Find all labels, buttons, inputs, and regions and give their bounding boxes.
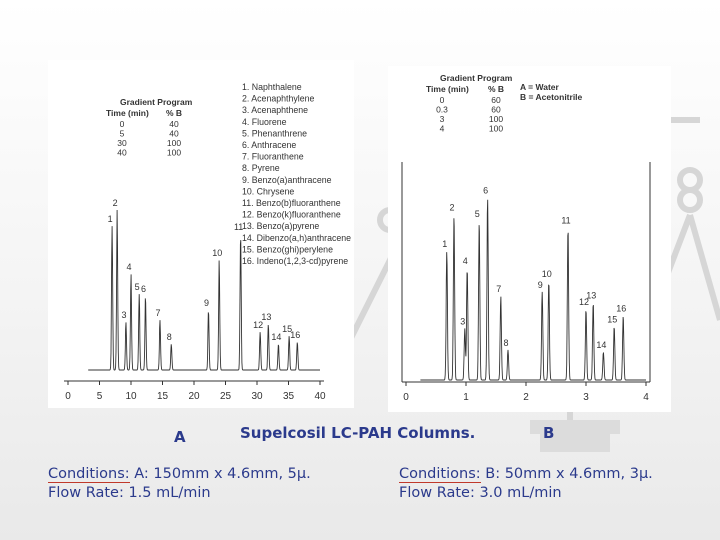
compound-item: 2. Acenaphthylene <box>242 93 315 104</box>
peak-label: 13 <box>261 312 272 322</box>
label-a: A <box>174 428 186 446</box>
compound-item: 1. Naphthalene <box>242 82 302 92</box>
peak-label: 15 <box>282 324 293 334</box>
compound-item: 13. Benzo(a)pyrene <box>242 221 320 232</box>
gradient-pct: 100 <box>166 147 182 158</box>
x-tick-label: 15 <box>156 391 169 402</box>
chromatogram-panel-a <box>48 60 354 408</box>
gradient-title: Gradient Program <box>120 97 193 107</box>
peak-label: 11 <box>233 222 244 232</box>
gradient-header-time: Time (min) <box>106 108 149 118</box>
gradient-time: 30 <box>117 138 127 148</box>
peak-label: 3 <box>460 316 466 327</box>
compound-item: 3. Acenaphthene <box>242 105 309 116</box>
gradient-time: 0 <box>439 95 445 105</box>
x-tick-label: 2 <box>523 392 529 403</box>
compound-item: 9. Benzo(a)anthracene <box>242 174 332 185</box>
peak-label: 16 <box>290 330 301 340</box>
conditions-b <box>399 465 653 503</box>
x-tick-label: 35 <box>282 391 295 402</box>
gradient-time: 5 <box>119 128 125 139</box>
gradient-pct: 60 <box>491 95 501 105</box>
peak-label: 6 <box>140 284 146 294</box>
x-tick-label: 4 <box>643 392 649 403</box>
x-tick-label: 25 <box>219 391 232 402</box>
gradient-pct: 40 <box>169 119 179 129</box>
conditions-a-text: A: 150mm x 4.6mm, 5μ. <box>129 466 311 482</box>
peak-label: 10 <box>541 269 552 280</box>
peak-label: 7 <box>155 308 161 318</box>
compound-item: 5. Phenanthrene <box>242 128 308 139</box>
chromatogram-trace <box>420 200 646 380</box>
gradient-time: 0.3 <box>436 104 448 115</box>
gradient-time: 3 <box>439 114 445 124</box>
x-tick-label: 0 <box>403 392 409 403</box>
peak-label: 4 <box>126 262 132 272</box>
compound-item: 16. Indeno(1,2,3-cd)pyrene <box>242 256 349 266</box>
conditions-a-flow: Flow Rate: 1.5 mL/min <box>48 485 211 501</box>
peak-label: 5 <box>474 208 480 219</box>
compound-item: 8. Pyrene <box>242 163 280 174</box>
gradient-header-time: Time (min) <box>426 84 469 94</box>
x-tick-label: 3 <box>583 392 589 403</box>
conditions-b-text: B: 50mm x 4.6mm, 3μ. <box>480 466 653 482</box>
solvent-label: B = Acetonitrile <box>520 92 583 102</box>
gradient-time: 0 <box>119 119 125 129</box>
compound-item: 14. Dibenzo(a,h)anthracene <box>242 232 352 243</box>
peak-label: 6 <box>483 185 489 196</box>
gradient-title: Gradient Program <box>440 73 513 83</box>
peak-label: 12 <box>253 320 264 330</box>
x-tick-label: 1 <box>463 392 469 403</box>
gradient-header-b: % B <box>488 84 505 94</box>
peak-label: 16 <box>616 303 627 314</box>
peak-label: 14 <box>596 340 607 351</box>
conditions-b-flow: Flow Rate: 3.0 mL/min <box>399 485 562 501</box>
gradient-pct: 100 <box>166 138 182 148</box>
peak-label: 4 <box>462 256 468 267</box>
peak-label: 13 <box>586 290 597 301</box>
gradient-pct: 100 <box>488 114 504 124</box>
gradient-pct: 100 <box>488 123 504 134</box>
x-tick-label: 5 <box>96 391 103 402</box>
chromatogram-b-svg <box>388 66 671 412</box>
peak-label: 7 <box>496 284 502 295</box>
chromatogram-a-svg <box>48 60 354 408</box>
peak-label: 9 <box>537 279 543 290</box>
slide-title: Supelcosil LC-PAH Columns. <box>240 424 476 442</box>
peak-label: 1 <box>442 239 448 249</box>
x-tick-label: 10 <box>125 391 137 402</box>
peak-label: 12 <box>578 297 590 308</box>
compound-item: 6. Anthracene <box>242 140 297 150</box>
peak-label: 2 <box>112 198 118 208</box>
peak-label: 8 <box>166 332 172 342</box>
peak-label: 10 <box>212 248 223 258</box>
x-tick-label: 30 <box>251 391 263 402</box>
peak-label: 5 <box>134 282 140 292</box>
conditions-b-prefix: Conditions: <box>399 466 481 482</box>
compound-item: 15. Benzo(ghi)perylene <box>242 244 333 255</box>
compound-item: 10. Chrysene <box>242 186 295 197</box>
peak-label: 14 <box>271 332 282 342</box>
peak-label: 3 <box>121 310 127 320</box>
chromatogram-panel-b <box>388 66 671 412</box>
x-tick-label: 40 <box>314 391 326 402</box>
solvent-label: A = Water <box>520 82 559 92</box>
peak-label: 11 <box>561 215 571 226</box>
peak-label: 15 <box>607 314 618 325</box>
peak-label: 9 <box>203 298 209 308</box>
x-tick-label: 0 <box>65 391 71 402</box>
compound-item: 12. Benzo(k)fluoranthene <box>242 209 341 220</box>
gradient-header-b: % B <box>166 108 183 118</box>
conditions-a-prefix: Conditions: <box>48 466 130 482</box>
gradient-time: 40 <box>117 147 127 158</box>
compound-item: 4. Fluorene <box>242 116 287 127</box>
gradient-time: 4 <box>439 123 445 134</box>
peak-label: 8 <box>503 337 509 348</box>
peak-label: 1 <box>107 214 113 224</box>
peak-label: 2 <box>449 202 455 213</box>
compound-item: 7. Fluoranthene <box>242 151 304 162</box>
compound-item: 11. Benzo(b)fluoranthene <box>242 198 341 208</box>
gradient-pct: 60 <box>491 104 501 115</box>
conditions-a <box>48 465 311 503</box>
gradient-pct: 40 <box>169 128 179 139</box>
x-tick-label: 20 <box>188 391 200 402</box>
label-b: B <box>543 424 555 442</box>
